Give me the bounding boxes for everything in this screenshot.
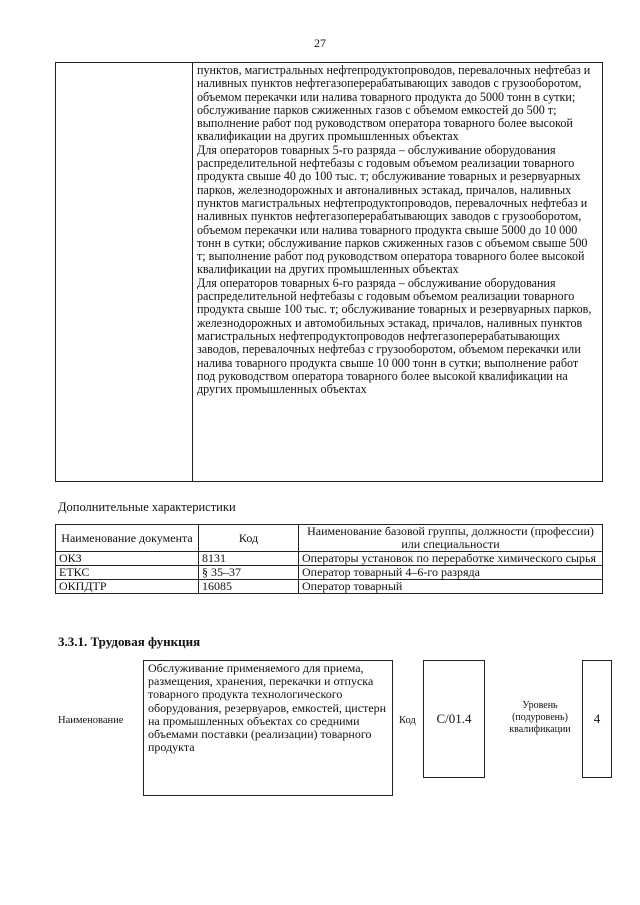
header-document-name: Наименование документа <box>56 525 199 552</box>
labor-function-heading: 3.3.1. Трудовая функция <box>58 634 201 649</box>
function-name-box: Обслуживание применяемого для приема, размещения, хранения, перекачки и отпуска товарного продукта технологического оборудования, резервуаров, емкостей, цистерн на промышленных объектах со средними объемами поставки (реализации) товарного продукта <box>143 660 393 796</box>
header-group-name: Наименование базовой группы, должности (профессии) или специальности <box>299 525 603 552</box>
qualification-level-value: 4 <box>593 711 601 726</box>
cell-code: 16085 <box>199 580 299 594</box>
qualification-level-box <box>582 660 612 778</box>
cell-group: Операторы установок по переработке химического сырья <box>299 552 603 566</box>
continuation-paragraph: Для операторов товарных 5-го разряда – обслуживание оборудования распределительной нефтебазы с годовым объемом реализации товарного продукта свыше 40 до 100 тыс. т; обслуживание товарных и резервуарных парков, железнодорожных и автоналивных эстакад, причалов, наливных пунктов магистральных нефтепродуктопроводов, перевалочных нефтебаз и наливных пунктов нефтегазоперерабатывающих заводов с грузооборотом, объемом перекачки или налива товарного продукта свыше 5000 до 10 000 тонн в сутки; обслуживание парков сжиженных газов с объемом свыше 500 т; выполнение работ под руководством оператора товарного более высокой квалификации на других промышленных объектах <box>197 142 588 277</box>
qualification-level-label: Уровень (подуровень) квалификации <box>509 700 571 735</box>
header-code: Код <box>199 525 299 552</box>
table-row <box>56 566 603 580</box>
cell-group: Оператор товарный 4–6-го разряда <box>299 566 603 580</box>
table-header-row <box>56 525 603 552</box>
table-row <box>56 552 603 566</box>
continuation-paragraph: Для операторов товарных 6-го разряда – обслуживание оборудования распределительной нефтебазы с годовым объемом реализации товарного продукта свыше 100 тыс. т; обслуживание товарных и резервуарных парков, железнодорожных и автомобильных эстакад, причалов, наливных пунктов магистральных нефтепродуктопроводов нефтегазоперерабатывающих заводов, перевалочных нефтебаз с грузооборотом, объемом перекачки или налива товарного продукта свыше 10 000 тонн в сутки; выполнение работ под руководством оператора товарного более высокой квалификации на других промышленных объектах <box>197 275 592 397</box>
continuation-table-left-cell <box>56 63 193 481</box>
table-row <box>56 580 603 594</box>
name-label: Наименование <box>58 715 124 726</box>
additional-characteristics-table <box>55 524 603 594</box>
cell-document: ОКЗ <box>56 552 199 566</box>
function-code-value: С/01.4 <box>436 711 472 726</box>
continuation-paragraph: пунктов, магистральных нефтепродуктопроводов, перевалочных нефтебаз и наливных пунктов нефтегазоперерабатывающих заводов с грузооборотом, объемом перекачки или налива товарного продукта до 5000 тонн в сутки; обслуживание парков сжиженных газов с объемом емкостей до 500 т; выполнение работ под руководством оператора товарного более высокой квалификации на других промышленных объектах <box>197 63 591 144</box>
function-code-box <box>423 660 485 778</box>
cell-code: 8131 <box>199 552 299 566</box>
continuation-table-right-cell <box>197 64 597 396</box>
code-label: Код <box>399 715 416 726</box>
cell-document: ЕТКС <box>56 566 199 580</box>
additional-characteristics-label: Дополнительные характеристики <box>58 500 236 514</box>
cell-document: ОКПДТР <box>56 580 199 594</box>
continuation-table <box>55 62 603 482</box>
cell-group: Оператор товарный <box>299 580 603 594</box>
cell-code: § 35–37 <box>199 566 299 580</box>
page-number: 27 <box>314 36 326 50</box>
